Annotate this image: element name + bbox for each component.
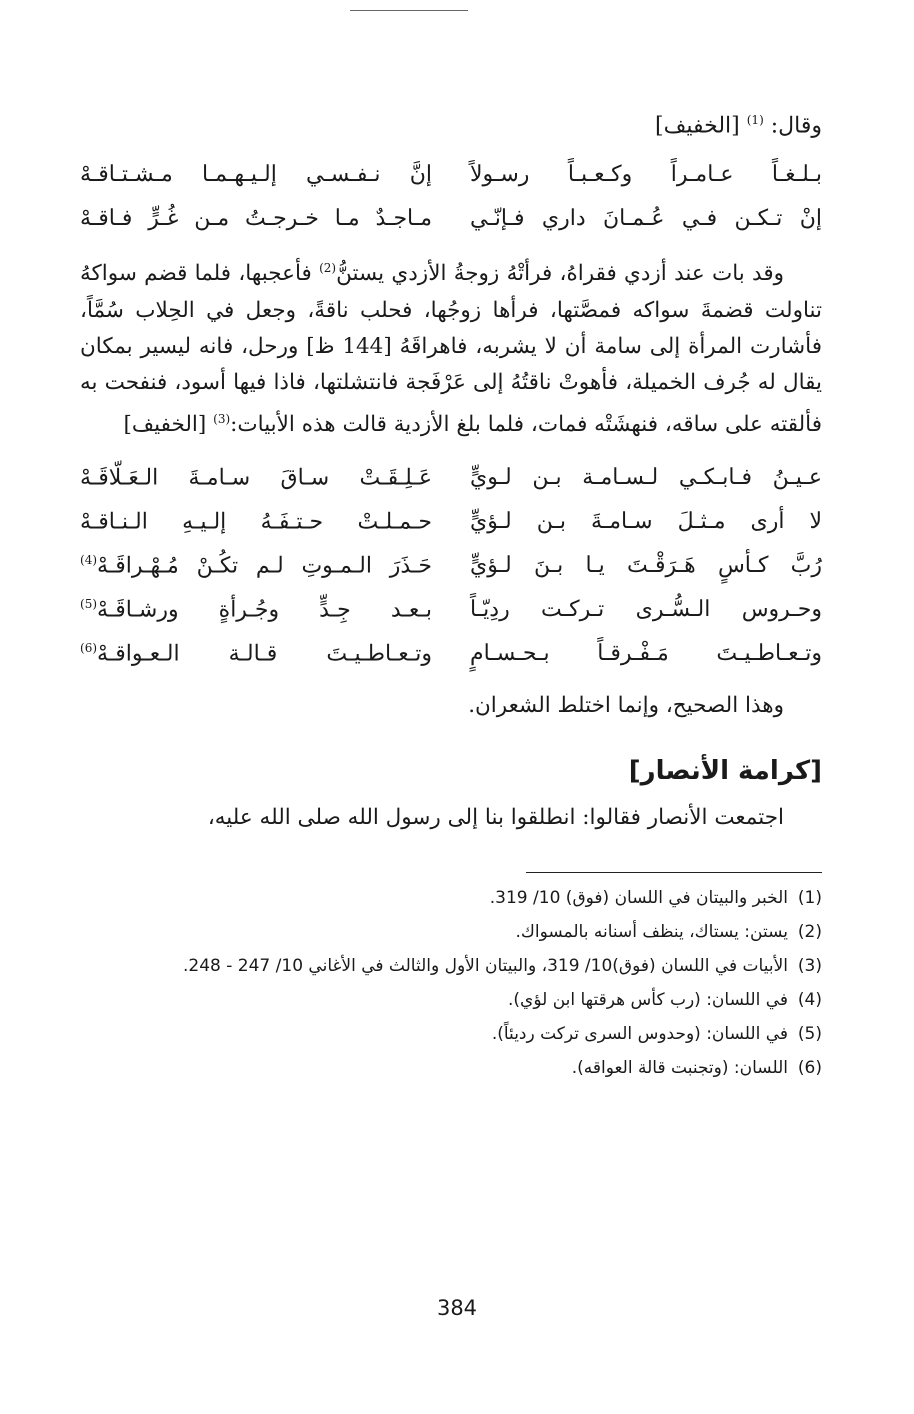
section-text: اجتمعت الأنصار فقالوا: انطلقوا بنا إلى رسول الله صلى الله عليه،	[207, 804, 784, 830]
top-rule	[350, 10, 468, 11]
verse-second-hemistich: مـاجـدٌ مـا خـرجـتُ مـن غُـرٍّ فـاقـهْ	[80, 205, 432, 231]
footnote-text: الأبيات في اللسان (فوق)10/ 319، والبيتان الأول والثالث في الأغاني 10/ 247 - 248.	[182, 955, 788, 976]
footnote	[80, 1053, 822, 1083]
footnote-number: (4)	[797, 989, 822, 1010]
verse-line	[80, 588, 822, 632]
verse-line	[80, 152, 822, 196]
meter-label: [الخفيف]	[123, 412, 214, 438]
footnote-ref-5[interactable]: (5)	[80, 596, 98, 611]
page-body	[80, 100, 822, 1087]
footnote-number: (5)	[797, 1023, 822, 1044]
prose-part-1: وقد بات عند أزدي فقراهُ، فرأتْهُ زوجةُ الأزدي يستنُّ	[336, 261, 784, 287]
footnote-number: (6)	[797, 1057, 822, 1078]
verse-line	[80, 456, 822, 500]
verse-first-hemistich: وتـعـاطـيـتَ مَـفْـرقـاً بـحـسـامٍ	[470, 641, 822, 667]
verse-line	[80, 196, 822, 240]
verse-line	[80, 632, 822, 676]
footnote-number: (3)	[797, 955, 822, 976]
poem-2	[80, 456, 822, 676]
footnote-number: (2)	[797, 921, 822, 942]
footnote	[80, 883, 822, 913]
footnote	[80, 985, 822, 1015]
footnote-text: الخبر والبيتان في اللسان (فوق) 10/ 319.	[489, 887, 788, 908]
verse-line	[80, 544, 822, 588]
intro-line	[80, 100, 822, 146]
poem-1	[80, 152, 822, 240]
footnote-divider	[526, 872, 822, 873]
verse-first-hemistich: بـلـغـاً عـامـراً وكـعـبـاً رسـولاً	[470, 161, 822, 187]
footnote-ref-1[interactable]: (1)	[746, 113, 764, 127]
verse-first-hemistich: لا أرى مـثـلَ سـامـةَ بـن لـؤيٍّ	[470, 509, 822, 535]
verse-second-hemistich: حَـذَرَ الـمـوتِ لـم تكُـنْ مُـهْـراقَـهْ$^{(4)}$	[80, 552, 432, 579]
intro-text: وقال:	[770, 113, 822, 139]
footnote-ref-6[interactable]: (6)	[80, 640, 98, 655]
footnote-text: اللسان: (وتجنبت قالة العواقه).	[571, 1057, 788, 1078]
prose-paragraph	[80, 250, 822, 443]
verse-first-hemistich: عـيـنُ فـابـكـي لـسـامـة بـن لـويٍّ	[470, 465, 822, 491]
footnote-ref-3[interactable]: (3)	[213, 412, 231, 427]
prose-part-2: فأعجبها، فلما قضم سواكهُ تناولت قضمةَ سواكه فمصَّتها، فرأها زوجُها، فحلب ناقةً، وجعل في الحِلاب سُمَّاً، فأشارت المرأة إلى سامة أن لا يشربه، فاهراقَهُ [144 ظ] ورحل، فانه ليسير بمكان يقال له جُرف الخميلة، فأهوتْ ناقتُهُ إلى عَرْفَجة فانتشلتها، فاذا فيها أسود، فنفحت به فألقته على ساقه، فنهشَتْه فمات، فلما بلغ الأزدية قالت هذه الأبيات:	[80, 261, 822, 438]
verse-line	[80, 500, 822, 544]
meter-label: [الخفيف]	[655, 113, 740, 139]
footnote	[80, 917, 822, 947]
verse-second-hemistich: بـعـد جِـدٍّ وجُـرأةٍ ورشـاقَـهْ$^{(5)}$	[80, 596, 432, 623]
footnote-text: في اللسان: (وحدوس السرى تركت رديئاً).	[491, 1023, 788, 1044]
closing-line: وهذا الصحيح، وإنما اختلط الشعران.	[468, 692, 784, 718]
footnote	[80, 1019, 822, 1049]
footnote	[80, 951, 822, 981]
footnote-text: يستن: يستاك، ينظف أسنانه بالمسواك.	[515, 921, 788, 942]
footnote-ref-4[interactable]: (4)	[80, 552, 98, 567]
verse-second-hemistich: عَـلِـقَـتْ سـاقَ سـامـةَ الـعَـلّاقَـهْ	[80, 465, 432, 491]
verse-second-hemistich: حـمـلـتْ حـتـفَـهُ إلـيـهِ الـنـاقـهْ	[80, 509, 432, 535]
footnote-ref-2[interactable]: (2)	[319, 261, 337, 276]
footnotes	[80, 883, 822, 1083]
page-number: 384	[436, 1296, 478, 1320]
footnote-text: في اللسان: (رب كأس هرقتها ابن لؤي).	[508, 989, 788, 1010]
verse-first-hemistich: إنْ تـكـن فـي عُـمـانَ داري فـإنّـي	[470, 205, 822, 231]
verse-second-hemistich: إنَّ نـفـسـي إلـيـهـمـا مـشـتـاقـهْ	[80, 161, 432, 187]
verse-second-hemistich: وتـعـاطـيـتَ قـالـة الـعـواقـهْ$^{(6)}$	[80, 640, 432, 667]
section-heading: [كرامة الأنصار]	[628, 755, 822, 786]
footnote-number: (1)	[797, 887, 822, 908]
verse-first-hemistich: رُبَّ كـأسٍ هَـرَقْـتَ يـا بـنَ لـؤيٍّ	[470, 553, 822, 579]
verse-first-hemistich: وحـروس الـسُّـرى تـركـت ردِيّـاً	[470, 597, 822, 623]
